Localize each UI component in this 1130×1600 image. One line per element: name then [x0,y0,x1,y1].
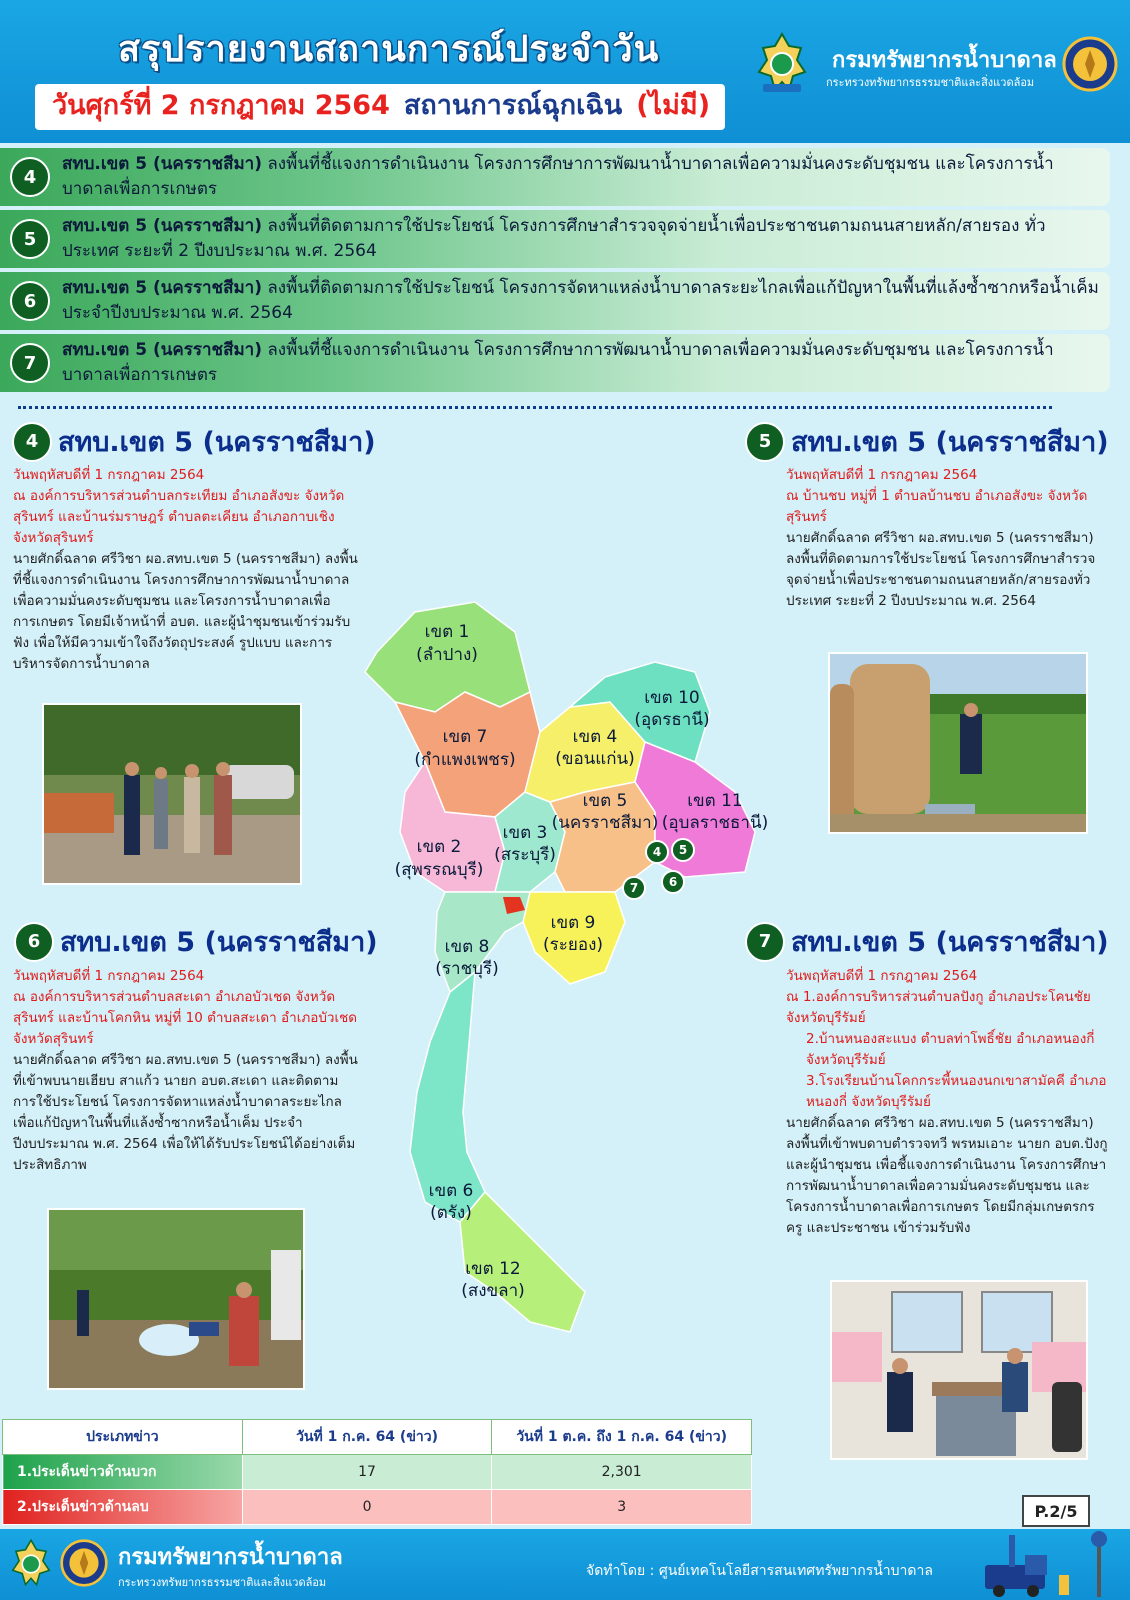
activity-text [62,214,1102,264]
region-label: เขต 7 [442,727,488,747]
region-sublabel: (กำแพงเพชร) [414,750,516,770]
section-date: วันพฤหัสบดีที่ 1 กรกฎาคม 2564 [786,968,978,984]
activity-number: 4 [10,157,50,197]
activity-number: 5 [10,219,50,259]
section-number: 5 [745,422,785,462]
section-heading: สทบ.เขต 5 (นครราชสีมา) [791,427,1109,458]
region-sublabel: (ราชบุรี) [435,959,499,979]
activity-text [62,152,1102,202]
region-sublabel: (ระยอง) [543,935,603,955]
region-sublabel: (ขอนแก่น) [555,749,635,769]
section-date: วันพฤหัสบดีที่ 1 กรกฎาคม 2564 [13,968,205,984]
activity-heading: สทบ.เขต 5 (นครราชสีมา) [62,340,262,360]
drilling-truck-icon [975,1529,1125,1600]
region-label: เขต 6 [428,1181,474,1201]
water-tank-photo-image [830,654,1088,834]
section-4-photo [42,703,302,885]
row-total-value: 3 [492,1490,752,1525]
section-6-body [13,966,358,1176]
activity-description: ลงพื้นที่ติดตามการใช้ประโยชน์ โครงการจัดหาแหล่งน้ำบาดาลระยะไกลเพื่อแก้ปัญหาในพื้นที่แล้งซ้ำซากหรือน้ำเค็ม ประจำปีงบประมาณ พ.ศ. 2564 [62,278,1099,323]
section-number: 7 [745,922,785,962]
situation-value: (ไม่มี) [636,89,711,121]
map-marker-label: 5 [678,843,688,857]
activity-description: ลงพื้นที่ชี้แจงการดำเนินงาน โครงการศึกษาการพัฒนาน้ำบาดาลเพื่อความมั่นคงระดับชุมชน และโครงการน้ำบาดาลเพื่อการเกษตร [62,154,1054,199]
situation-label: สถานการณ์ฉุกเฉิน [403,89,623,121]
department-emblem-icon [753,32,811,96]
section-date: วันพฤหัสบดีที่ 1 กรกฎาคม 2564 [786,467,978,483]
activity-summary-list [0,148,1130,396]
region-sublabel: (สระบุรี) [494,845,556,865]
section-heading: สทบ.เขต 5 (นครราชสีมา) [791,927,1109,958]
made-by-credit: จัดทำโดย : ศูนย์เทคโนโลยีสารสนเทศทรัพยากรน้ำบาดาล [586,1563,933,1579]
section-7-photo [830,1280,1088,1460]
header-org-name: กรมทรัพยากรน้ำบาดาล [832,48,1057,73]
region-label: เขต 12 [465,1259,521,1279]
activity-number: 6 [10,281,50,321]
activity-text [62,276,1102,326]
section-description: นายศักดิ์ฉลาด ศรีวิชา ผอ.สทบ.เขต 5 (นครราชสีมา) ลงพื้นที่ติดตามการใช้ประโยชน์ โครงการศึกษาสำรวจจุดจ่ายน้ำเพื่อประชาชนตามถนนสายหลัก/สายรองทั่วประเทศ ระยะที่ 2 ปีงบประมาณ พ.ศ. 2564 [786,530,1096,609]
footer-org-subtitle: กระทรวงทรัพยากรธรรมชาติและสิ่งแวดล้อม [118,1576,327,1589]
office-meeting-photo-image [832,1282,1088,1460]
activity-bar [0,210,1110,268]
row-total-value: 2,301 [492,1455,752,1490]
section-place-1: ณ 1.องค์การบริหารส่วนตำบลปังกู อำเภอประโคนชัย จังหวัดบุรีรัมย์ [786,989,1091,1026]
section-6-photo [47,1208,305,1390]
row-label: 2.ประเด็นข่าวด้านลบ [3,1490,243,1525]
map-marker-label: 7 [629,881,639,895]
section-description: นายศักดิ์ฉลาด ศรีวิชา ผอ.สทบ.เขต 5 (นครราชสีมา) ลงพื้นที่เข้าพบนายเฮียบ สาแก้ว นายก อบต.สะเดา และติดตามการใช้ประโยชน์ โครงการจัดหาแหล่งน้ำบาดาลระยะไกลเพื่อแก้ปัญหาในพื้นที่แล้งซ้ำซากหรือน้ำเค็ม ประจำปีงบประมาณ พ.ศ. 2564 เพื่อให้ได้รับประโยชน์ได้อย่างเต็มประสิทธิภาพ [13,1052,358,1173]
activity-bar [0,334,1110,392]
footer-org-name: กรมทรัพยากรน้ำบาดาล [118,1545,343,1570]
region-sublabel: (ตรัง) [430,1203,472,1223]
ministry-seal-icon [1062,36,1118,92]
section-4-body [13,465,358,675]
section-place-3: 3.โรงเรียนบ้านโคกกระพี้หนองนกเขาสามัคคี อำเภอหนองกี่ จังหวัดบุรีรัมย์ [806,1073,1107,1110]
table-row [3,1455,752,1490]
map-marker-label: 4 [652,845,662,859]
department-emblem-icon [8,1535,54,1593]
footer-banner [0,1529,1130,1600]
region-label: เขต 3 [502,823,548,843]
section-5-body [786,465,1106,612]
section-6-title [14,920,378,963]
section-5-photo [828,652,1088,834]
header-org-subtitle: กระทรวงทรัพยากรธรรมชาติและสิ่งแวดล้อม [826,76,1035,89]
row-day-value: 17 [242,1455,492,1490]
section-number: 4 [12,422,52,462]
region-sublabel: (สุพรรณบุรี) [394,860,484,880]
section-place-2: 2.บ้านหนองสะแบง ตำบลท่าโพธิ์ชัย อำเภอหนองกี่ จังหวัดบุรีรัมย์ [806,1031,1095,1068]
section-place: ณ บ้านชบ หมู่ที่ 1 ตำบลบ้านชบ อำเภอสังขะ จังหวัดสุรินทร์ [786,488,1088,525]
section-description: นายศักดิ์ฉลาด ศรีวิชา ผอ.สทบ.เขต 5 (นครราชสีมา) ลงพื้นที่เข้าพบดาบตำรวจทวี พรหมเอาะ นายก อบต.ปังกู และผู้นำชุมชน เพื่อชี้แจงการดำเนินงาน โครงการศึกษาการพัฒนาน้ำบาดาลเพื่อความมั่นคงระดับชุมชน และโครงการน้ำบาดาลเพื่อการเกษตร โดยมีกลุ่มเกษตรกร ครู และประชาชน เข้าร่วมรับฟัง [786,1115,1108,1236]
section-7-body [786,966,1111,1239]
thailand-region-map [355,592,775,1350]
header-banner [0,0,1130,143]
section-5-title [745,420,1109,463]
region-label: เขต 1 [424,622,470,642]
activity-text [62,338,1102,388]
activity-description: ลงพื้นที่ชี้แจงการดำเนินงาน โครงการศึกษาการพัฒนาน้ำบาดาลเพื่อความมั่นคงระดับชุมชน และโครงการน้ำบาดาลเพื่อการเกษตร [62,340,1054,385]
region-label: เขต 2 [416,837,462,857]
activity-heading: สทบ.เขต 5 (นครราชสีมา) [62,154,262,174]
date-line [52,82,710,126]
region-sublabel: (นครราชสีมา) [551,813,659,833]
region-label: เขต 9 [550,913,596,933]
section-description: นายศักดิ์ฉลาด ศรีวิชา ผอ.สทบ.เขต 5 (นครราชสีมา) ลงพื้นที่ชี้แจงการดำเนินงาน โครงการศึกษาการพัฒนาน้ำบาดาลเพื่อความมั่นคงระดับชุมชน และโครงการน้ำบาดาลเพื่อการเกษตร โดยมีเจ้าหน้าที่ อบต. และผู้นำชุมชนเข้าร่วมรับฟัง เพื่อให้มีความเข้าใจถึงวัตถุประสงค์ รูปแบบ และการบริหารจัดการน้ำบาดาล [13,551,358,672]
section-heading: สทบ.เขต 5 (นครราชสีมา) [58,427,376,458]
activity-description: ลงพื้นที่ติดตามการใช้ประโยชน์ โครงการศึกษาสำรวจจุดจ่ายน้ำเพื่อประชาชนตามถนนสายหลัก/สายรอง ทั่วประเทศ ระยะที่ 2 ปีงบประมาณ พ.ศ. 2564 [62,216,1046,261]
table-row [3,1490,752,1525]
header-day: วันที่ 1 ก.ค. 64 (ข่าว) [242,1420,492,1455]
row-label: 1.ประเด็นข่าวด้านบวก [3,1455,243,1490]
region-sublabel: (สงขลา) [461,1281,525,1301]
activity-heading: สทบ.เขต 5 (นครราชสีมา) [62,278,262,298]
section-place: ณ องค์การบริหารส่วนตำบลกระเทียม อำเภอสังขะ จังหวัดสุรินทร์ และบ้านร่มราษฎร์ ตำบลตะเคียน อำเภอกาบเชิง จังหวัดสุรินทร์ [13,488,345,546]
region-sublabel: (อุบลราชธานี) [661,813,769,833]
section-heading: สทบ.เขต 5 (นครราชสีมา) [60,927,378,958]
region-label: เขต 8 [444,937,490,957]
activity-number: 7 [10,343,50,383]
news-stats-table [2,1419,752,1525]
activity-bar [0,272,1110,330]
region-sublabel: (ลำปาง) [416,645,478,665]
region-label: เขต 11 [687,791,743,811]
page-indicator: P.2/5 [1022,1495,1090,1527]
activity-bar [0,148,1110,206]
section-7-title [745,920,1109,963]
row-day-value: 0 [242,1490,492,1525]
header-type: ประเภทข่าว [3,1420,243,1455]
header-total: วันที่ 1 ต.ค. ถึง 1 ก.ค. 64 (ข่าว) [492,1420,752,1455]
section-place: ณ องค์การบริหารส่วนตำบลสะเดา อำเภอบัวเชด จังหวัดสุรินทร์ และบ้านโคกหิน หมู่ที่ 10 ตำบลสะเดา อำเภอบัวเชด จังหวัดสุรินทร์ [13,989,358,1047]
section-4-title [12,420,376,463]
section-number: 6 [14,922,54,962]
report-date: วันศุกร์ที่ 2 กรกฎาคม 2564 [52,89,390,121]
report-title: สรุปรายงานสถานการณ์ประจำวัน [118,29,660,70]
region-label: เขต 4 [572,727,618,747]
map-marker-label: 6 [668,875,678,889]
table-header-row [3,1420,752,1455]
region-label: เขต 5 [582,791,628,811]
ministry-seal-icon [60,1539,108,1587]
region-sublabel: (อุดรธานี) [634,710,710,730]
section-date: วันพฤหัสบดีที่ 1 กรกฎาคม 2564 [13,467,205,483]
activity-heading: สทบ.เขต 5 (นครราชสีมา) [62,216,262,236]
well-pump-photo-image [49,1210,305,1390]
region-label: เขต 10 [644,688,700,708]
meeting-photo-image [44,705,302,885]
dotted-divider [18,406,1052,409]
